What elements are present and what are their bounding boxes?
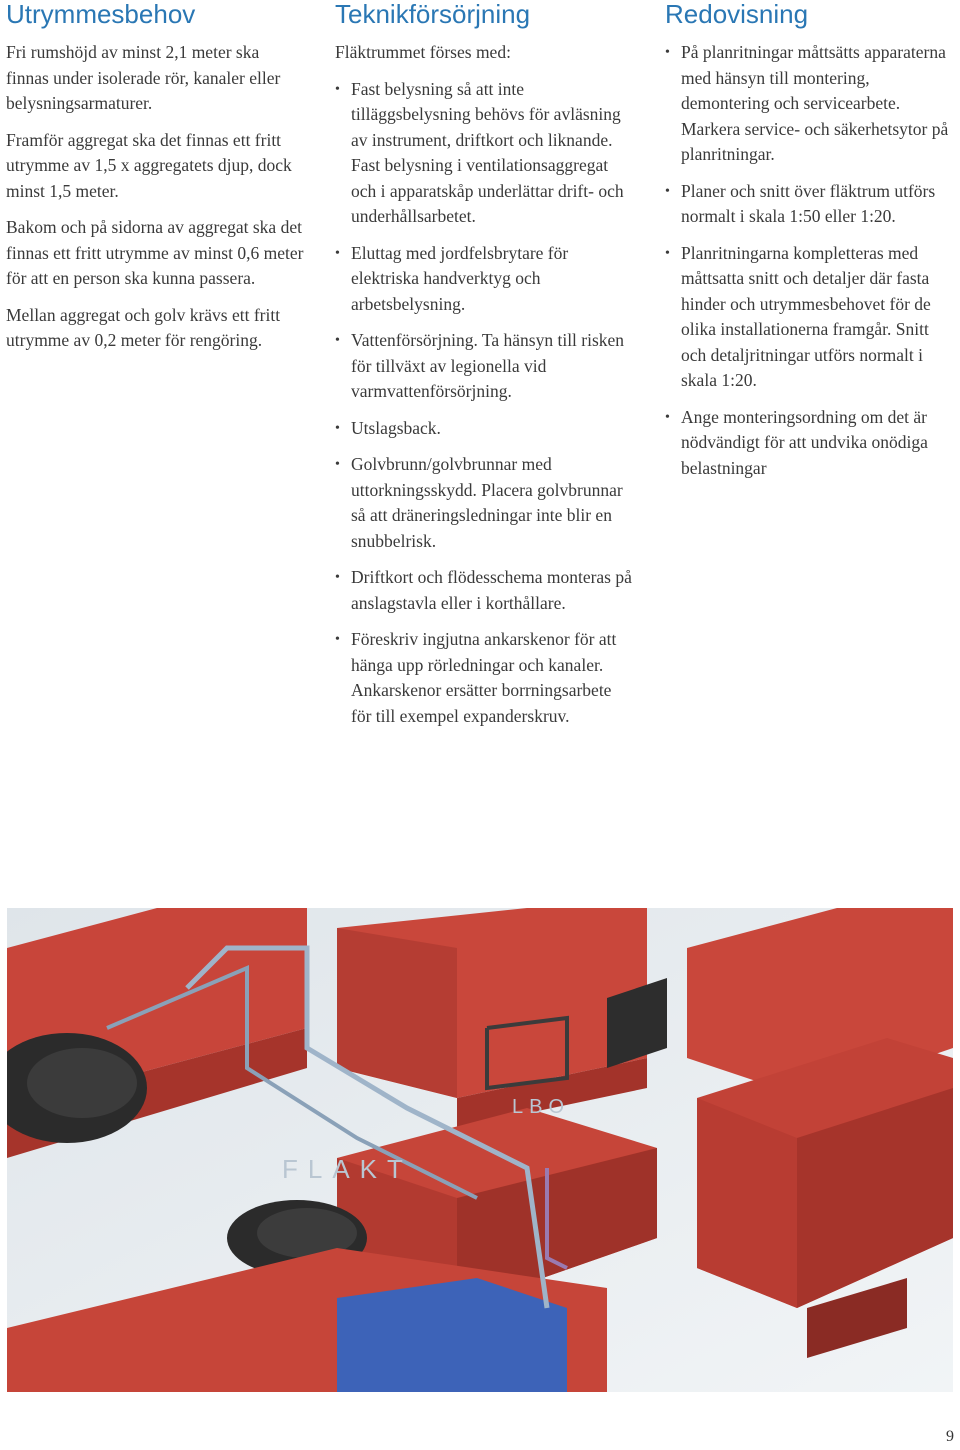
- bullet-icon: •: [665, 409, 670, 425]
- list-item: • Driftkort och flödesschema monteras på anslagstavla eller i korthållare.: [335, 567, 632, 613]
- list-item: • Ange monteringsordning om det är nödvändigt för att undvika onödiga belastningar: [665, 406, 928, 478]
- column-redovisning: [665, 0, 955, 492]
- bullet-icon: •: [335, 457, 340, 472]
- illustration-svg: [7, 908, 953, 1392]
- bullet-icon: •: [335, 570, 340, 585]
- heading-redovisning: Redovisning: [665, 0, 809, 29]
- fan-room-3d-illustration: [7, 908, 953, 1392]
- list-item: • Eluttag med jordfelsbrytare för elektriska handverktyg och arbetsbelysning.: [335, 242, 569, 314]
- bullet-icon: •: [335, 420, 340, 436]
- intro-text: Fläktrummet förses med:: [335, 42, 511, 62]
- bullet-icon: •: [335, 245, 340, 261]
- floor-text-flakt: FLAKT: [282, 1154, 413, 1184]
- bullet-icon: •: [665, 45, 670, 60]
- paragraph: Mellan aggregat och golv krävs ett fritt utrymme av 0,2 meter för rengöring.: [6, 304, 281, 350]
- list-item: • Golvbrunn/golvbrunnar med uttorkningsskydd. Placera golvbrunnar så att dräneringsledningar inte blir en snubbelrisk.: [335, 454, 623, 551]
- bullet-icon: •: [335, 333, 340, 348]
- page-number: 9: [946, 1428, 954, 1445]
- floor-text-lbo: LBO: [512, 1096, 571, 1118]
- paragraph: Framför aggregat ska det finnas ett fritt utrymme av 1,5 x aggregatets djup, dock minst 1,5 meter.: [6, 129, 292, 201]
- bullet-icon: •: [665, 245, 670, 261]
- paragraph: Fri rumshöjd av minst 2,1 meter ska finnas under isolerade rör, kanaler eller belysningsarmaturer.: [6, 42, 281, 113]
- heading-teknikforsorjning: Teknikförsörjning: [335, 0, 531, 29]
- list-item: • På planritningar måttsätts apparaterna med hänsyn till montering, demontering och servicearbete. Markera service- och säkerhetsytor på planritningar.: [665, 42, 949, 164]
- bullet-icon: •: [335, 81, 340, 97]
- list-item: • Fast belysning så att inte tilläggsbelysning behövs för avläsning av instrument, driftkort och liknande. Fast belysning i ventilationsaggregat och i apparatskåp underlättar drift- och underhållsarbetet.: [335, 78, 624, 226]
- list-item: • Planer och snitt över fläktrum utförs normalt i skala 1:50 eller 1:20.: [665, 180, 936, 226]
- bullet-list: [665, 40, 955, 481]
- paragraph: Bakom och på sidorna av aggregat ska det finnas ett fritt utrymme av minst 0,6 meter för att en person ska kunna passera.: [6, 217, 304, 288]
- column-teknikforsorjning: [335, 0, 635, 740]
- heading-utrymmesbehov: Utrymmesbehov: [6, 0, 196, 29]
- bullet-list: [335, 77, 635, 730]
- column-utrymmesbehov: [6, 0, 306, 365]
- list-item: • Föreskriv ingjutna ankarskenor för att hänga upp rörledningar och kanaler. Ankarskenor ersätter borrningsarbete för till exempel expanderskruv.: [335, 629, 617, 726]
- list-item: • Vattenförsörjning. Ta hänsyn till risken för tillväxt av legionella vid varmvattenförsörjning.: [335, 330, 625, 401]
- list-item: • Planritningarna kompletteras med måttsatta snitt och detaljer där fasta hinder och utrymmesbehovet för de olika installationerna framgår. Snitt och detaljritningar utförs normalt i skala 1:20.: [665, 242, 931, 390]
- list-item: • Utslagsback.: [335, 416, 635, 442]
- bullet-icon: •: [335, 632, 340, 647]
- bullet-icon: •: [665, 183, 670, 199]
